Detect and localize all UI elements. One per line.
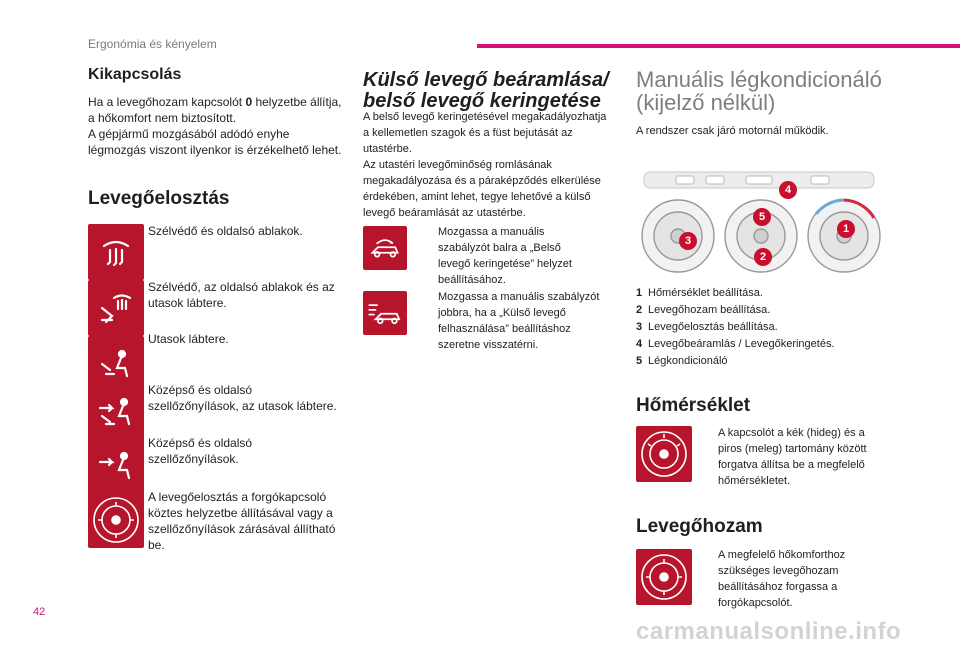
homerseklet-heading: Hőmérséklet — [636, 395, 751, 416]
callout-1: 1 — [837, 220, 855, 238]
windshield-defrost-icon — [88, 224, 144, 280]
temperature-dial-icon — [636, 426, 692, 482]
recirculation-intro: A belső levegő keringetésével megakadályozhatja a kellemetlen szagok és a füst bejutását az utastérbe. Az utastéri levegőminőség romlásának megakadályozása és a páraképződés elkerülése érdekében, amint lehet, tegye lehetővé a külső levegő beáramlását az utastérbe. — [363, 111, 607, 219]
legend-item-4: 4 Levegőbeáramlás / Levegőkeringetés. — [636, 338, 835, 350]
callout-2: 2 — [754, 248, 772, 266]
distribution-dial-text: A levegőelosztás a forgókapcsoló köztes helyzetbe állításával vagy a szellőzőnyílások zárásával állítható be. — [148, 490, 336, 552]
page-number: 42 — [33, 606, 46, 618]
callout-3: 3 — [679, 232, 697, 250]
distribution-option-2: Szélvédő, az oldalsó ablakok és az utasok lábtere. — [148, 280, 335, 310]
distribution-option-5: Középső és oldalsó szellőzőnyílások. — [148, 436, 253, 466]
fan-speed-dial-icon — [636, 549, 692, 605]
vents-airflow-icon — [88, 438, 144, 494]
callout-4: 4 — [779, 181, 797, 199]
ac-control-panel-illustration — [636, 170, 882, 276]
section-title: Ergonómia és kényelem — [88, 37, 217, 51]
distribution-option-4: Középső és oldalsó szellőzőnyílások, az utasok lábtere. — [148, 383, 337, 413]
distribution-knob — [642, 200, 714, 272]
callout-5: 5 — [753, 208, 771, 226]
manual-ac-intro: A rendszer csak járó motornál működik. — [636, 125, 829, 137]
legend-item-5: 5 Légkondicionáló — [636, 355, 728, 367]
recirculation-car-icon — [363, 226, 407, 270]
legend-item-2: 2 Levegőhozam beállítása. — [636, 304, 771, 316]
distribution-dial-icon — [88, 492, 144, 548]
watermark: carmanualsonline.info — [636, 618, 902, 645]
header-accent-bar — [477, 44, 960, 48]
legend-item-1: 1 Hőmérséklet beállítása. — [636, 287, 763, 299]
levegohozam-heading: Levegőhozam — [636, 516, 763, 537]
kikapcsolas-heading: Kikapcsolás — [88, 66, 182, 83]
vents-feet-airflow-icon — [88, 384, 144, 440]
outside-air-car-icon — [363, 291, 407, 335]
kikapcsolas-text: Ha a levegőhozam kapcsolót 0 helyzetbe állítja, a hőkomfort nem biztosított. A gépjármű mozgásából adódó enyhe légmozgás viszont ilyenkor is érzékelhető lehet. — [88, 95, 342, 157]
legend-item-3: 3 Levegőelosztás beállítása. — [636, 321, 778, 333]
distribution-option-1: Szélvédő és oldalsó ablakok. — [148, 224, 303, 238]
levegoelosztas-heading: Levegőelosztás — [88, 188, 230, 209]
manual-ac-heading: Manuális légkondicionáló (kijelző nélkül) — [636, 67, 882, 115]
recirculation-heading: Külső levegő beáramlása/ belső levegő keringetése — [363, 69, 609, 112]
distribution-option-3: Utasok lábtere. — [148, 332, 229, 346]
windshield-feet-icon — [88, 280, 144, 336]
